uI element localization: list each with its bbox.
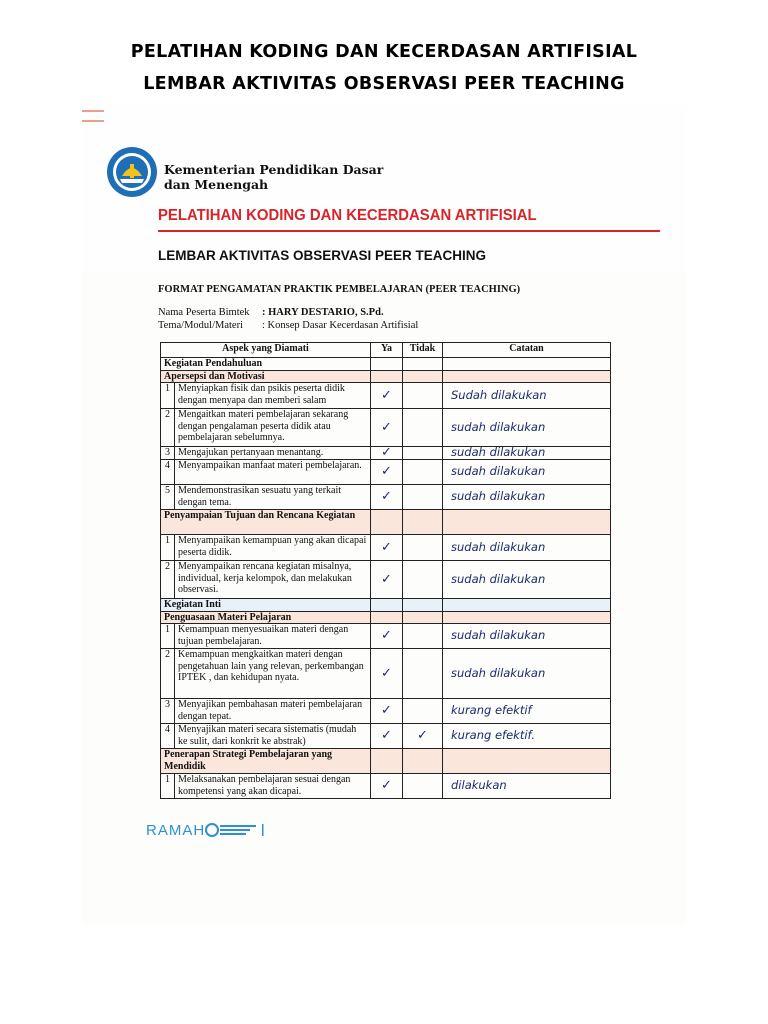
aspect-text: Mengajukan pertanyaan menantang. <box>175 447 371 460</box>
handwritten-note: Sudah dilakukan <box>443 383 611 409</box>
row-number: 1 <box>161 774 175 799</box>
meta-label: Tema/Modul/Materi <box>158 320 243 331</box>
tidak-cell <box>403 599 443 612</box>
handwritten-note: kurang efektif. <box>443 724 611 749</box>
table-row <box>161 409 611 447</box>
scanned-document <box>82 106 686 924</box>
tidak-check <box>403 649 443 699</box>
row-number: 4 <box>161 460 175 485</box>
edge-mark <box>82 120 104 122</box>
tidak-check <box>403 485 443 510</box>
table-row <box>161 460 611 485</box>
handwritten-note: sudah dilakukan <box>443 485 611 510</box>
ramah-logo: RAMAH <box>146 822 206 839</box>
handwritten-note: dilakukan <box>443 774 611 799</box>
table-row <box>161 624 611 649</box>
meta-value: : Konsep Dasar Kecerdasan Artifisial <box>262 320 419 331</box>
page-title: PELATIHAN KODING DAN KECERDASAN ARTIFISIAL <box>130 42 638 62</box>
ya-check: ✓ <box>371 774 403 799</box>
ya-check: ✓ <box>371 485 403 510</box>
table-body <box>161 358 611 799</box>
section-label: Kegiatan Inti <box>161 599 371 612</box>
aspect-text: Melaksanakan pembelajaran sesuai dengan kompetensi yang akan dicapai. <box>175 774 371 799</box>
page-subtitle: LEMBAR AKTIVITAS OBSERVASI PEER TEACHING <box>143 74 625 94</box>
table-section-row <box>161 611 611 624</box>
handwritten-note: kurang efektif <box>443 699 611 724</box>
tidak-cell <box>403 370 443 383</box>
table-row <box>161 649 611 699</box>
observation-table <box>160 342 611 799</box>
meta-value: : HARY DESTARIO, S.Pd. <box>262 307 384 318</box>
ministry-line-1: Kementerian Pendidikan Dasar <box>164 162 384 177</box>
tidak-check <box>403 409 443 447</box>
ministry-logo-icon <box>106 146 158 198</box>
row-number: 1 <box>161 535 175 561</box>
tidak-cell <box>403 749 443 774</box>
ya-cell <box>371 370 403 383</box>
tidak-cell <box>403 611 443 624</box>
ya-cell <box>371 510 403 535</box>
ya-cell <box>371 599 403 612</box>
table-row <box>161 724 611 749</box>
catatan-cell <box>443 599 611 612</box>
catatan-cell <box>443 358 611 371</box>
handwritten-note: sudah dilakukan <box>443 409 611 447</box>
table-section-row <box>161 510 611 535</box>
row-number: 2 <box>161 409 175 447</box>
ya-check: ✓ <box>371 535 403 561</box>
catatan-cell <box>443 510 611 535</box>
handwritten-note: sudah dilakukan <box>443 649 611 699</box>
aspect-text: Mengaitkan materi pembelajaran sekarang dengan pengalaman peserta didik atau pembelajaran sebelumnya. <box>175 409 371 447</box>
ya-check: ✓ <box>371 724 403 749</box>
ya-check: ✓ <box>371 460 403 485</box>
ya-check: ✓ <box>371 447 403 460</box>
aspect-text: Menyampaikan rencana kegiatan misalnya, individual, kerja kelompok, dan melakukan observasi. <box>175 561 371 599</box>
tidak-check: ✓ <box>403 724 443 749</box>
ya-cell <box>371 749 403 774</box>
table-section-row <box>161 599 611 612</box>
catatan-cell <box>443 370 611 383</box>
ministry-line-2: dan Menengah <box>164 177 269 192</box>
tidak-check <box>403 699 443 724</box>
aspect-text: Menyampaikan manfaat materi pembelajaran. <box>175 460 371 485</box>
row-number: 3 <box>161 699 175 724</box>
header-tidak: Tidak <box>403 343 443 358</box>
handwritten-note: sudah dilakukan <box>443 447 611 460</box>
row-number: 3 <box>161 447 175 460</box>
section-label: Penyampaian Tujuan dan Rencana Kegiatan <box>161 510 371 535</box>
tidak-check <box>403 460 443 485</box>
meta-label: Nama Peserta Bimtek <box>158 307 250 318</box>
ya-check: ✓ <box>371 383 403 409</box>
header-catatan: Catatan <box>443 343 611 358</box>
section-label: Penguasaan Materi Pelajaran <box>161 611 371 624</box>
catatan-cell <box>443 749 611 774</box>
scan-sub-title: LEMBAR AKTIVITAS OBSERVASI PEER TEACHING <box>158 248 487 263</box>
aspect-text: Menyiapkan fisik dan psikis peserta didik dengan menyapa dan memberi salam <box>175 383 371 409</box>
row-number: 5 <box>161 485 175 510</box>
table-row <box>161 699 611 724</box>
meta-topic <box>158 320 418 331</box>
table-header-row <box>161 343 611 358</box>
table-section-row <box>161 749 611 774</box>
ya-check: ✓ <box>371 409 403 447</box>
table-row <box>161 485 611 510</box>
header-ya: Ya <box>371 343 403 358</box>
ya-cell <box>371 611 403 624</box>
section-label: Penerapan Strategi Pembelajaran yang Mendidik <box>161 749 371 774</box>
table-row <box>161 561 611 599</box>
aspect-text: Mendemonstrasikan sesuatu yang terkait dengan tema. <box>175 485 371 510</box>
tidak-cell <box>403 510 443 535</box>
table-section-row <box>161 358 611 371</box>
ministry-name <box>164 162 383 192</box>
edge-mark <box>82 110 104 112</box>
ya-check: ✓ <box>371 649 403 699</box>
tidak-check <box>403 624 443 649</box>
table-row <box>161 535 611 561</box>
aspect-text: Menyampaikan kemampuan yang akan dicapai peserta didik. <box>175 535 371 561</box>
table-row <box>161 447 611 460</box>
table-row <box>161 774 611 799</box>
tidak-check <box>403 383 443 409</box>
format-line: FORMAT PENGAMATAN PRAKTIK PEMBELAJARAN (PEER TEACHING) <box>158 284 521 295</box>
title-divider <box>158 230 660 232</box>
aspect-text: Menyajikan materi secara sistematis (mudah ke sulit, dari konkrit ke abstrak) <box>175 724 371 749</box>
scan-red-title: PELATIHAN KODING DAN KECERDASAN ARTIFISIAL <box>158 207 537 224</box>
ya-cell <box>371 358 403 371</box>
handwritten-note: sudah dilakukan <box>443 561 611 599</box>
row-number: 1 <box>161 624 175 649</box>
ya-check: ✓ <box>371 624 403 649</box>
tidak-cell <box>403 358 443 371</box>
handwritten-note: sudah dilakukan <box>443 460 611 485</box>
aspect-text: Kemampuan menyesuaikan materi dengan tujuan pembelajaran. <box>175 624 371 649</box>
section-label: Apersepsi dan Motivasi <box>161 370 371 383</box>
handwritten-note: sudah dilakukan <box>443 535 611 561</box>
catatan-cell <box>443 611 611 624</box>
section-label: Kegiatan Pendahuluan <box>161 358 371 371</box>
table-section-row <box>161 370 611 383</box>
tidak-check <box>403 774 443 799</box>
header-aspek: Aspek yang Diamati <box>161 343 371 358</box>
aspect-text: Menyajikan pembahasan materi pembelajaran dengan tepat. <box>175 699 371 724</box>
meta-participant <box>158 307 384 318</box>
row-number: 1 <box>161 383 175 409</box>
table-row <box>161 383 611 409</box>
row-number: 4 <box>161 724 175 749</box>
tidak-check <box>403 561 443 599</box>
ya-check: ✓ <box>371 561 403 599</box>
pendidikan-brand-icon <box>204 822 266 838</box>
tidak-check <box>403 447 443 460</box>
row-number: 2 <box>161 561 175 599</box>
handwritten-note: sudah dilakukan <box>443 624 611 649</box>
ya-check: ✓ <box>371 699 403 724</box>
aspect-text: Kemampuan mengkaitkan materi dengan pengetahuan lain yang relevan, perkembangan IPTEK , dan kehidupan nyata. <box>175 649 371 699</box>
row-number: 2 <box>161 649 175 699</box>
tidak-check <box>403 535 443 561</box>
